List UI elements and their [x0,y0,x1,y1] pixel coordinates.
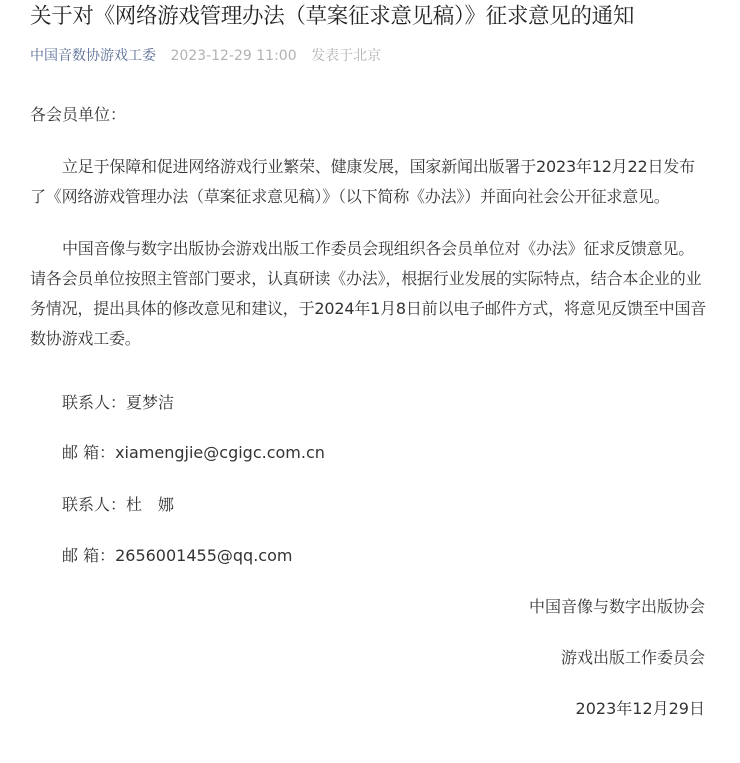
contact-person-1: 联系人：夏梦洁 [62,393,175,412]
greeting: 各会员单位： [30,105,127,124]
signature-date: 2023年12月29日 [575,699,705,718]
article-title: 关于对《网络游戏管理办法（草案征求意见稿）》征求意见的通知 [30,4,635,29]
paragraph-intro: 立足于保障和促进网络游戏行业繁荣、健康发展，国家新闻出版署于2023年12月22日发布了《网络游戏管理办法（草案征求意见稿）》（以下简称《办法》）并面向社会公开征求意见。 [30,157,695,206]
signature-org: 中国音像与数字出版协会 [528,597,705,616]
publish-location: 发表于北京 [311,48,382,64]
contact-person-2: 联系人：杜 娜 [62,495,175,514]
account-name-link[interactable]: 中国音数协游戏工委 [30,48,156,64]
paragraph-request: 中国音像与数字出版协会游戏出版工作委员会现组织各会员单位对《办法》征求反馈意见。请各会员单位按照主管部门要求，认真研读《办法》，根据行业发展的实际特点，结合本企业的业务情况，提出具体的修改意见和建议，于2024年1月8日前以电子邮件方式，将意见反馈至中国音数协游戏工委。 [30,239,707,348]
article-body [30,100,708,376]
signature-committee: 游戏出版工作委员会 [560,648,705,667]
contact-email-2[interactable]: 邮 箱：2656001455@qq.com [62,546,293,565]
publish-time: 2023-12-29 11:00 [170,48,297,64]
article-meta [30,46,381,66]
contact-email-1[interactable]: 邮 箱：xiamengjie@cgigc.com.cn [62,443,325,462]
